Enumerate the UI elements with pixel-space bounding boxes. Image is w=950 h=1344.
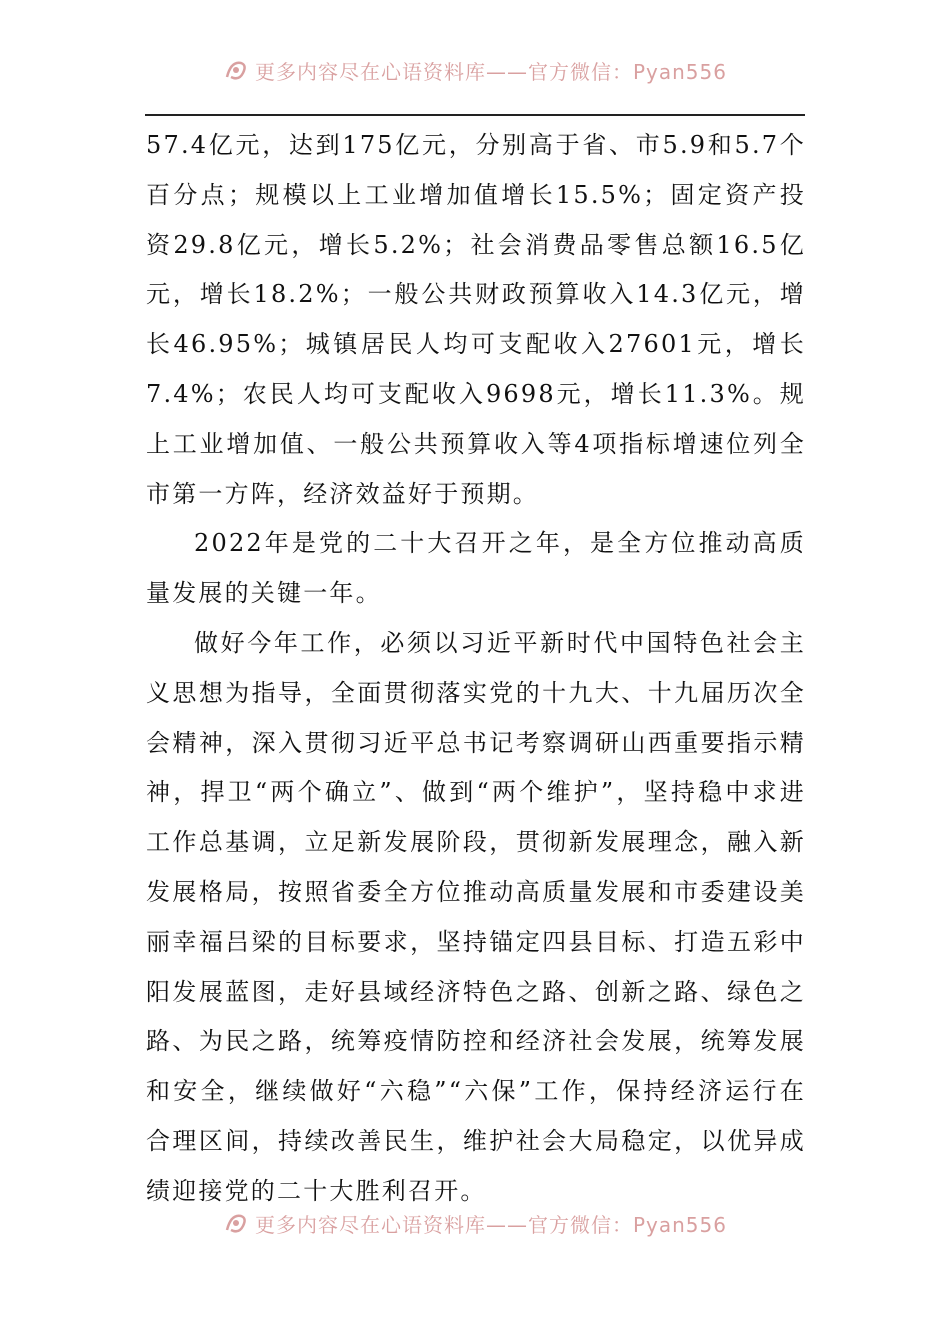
paragraph-work-guidance: 做好今年工作，必须以习近平新时代中国特色社会主义思想为指导，全面贯彻落实党的十九大、十九届历次全会精神，深入贯彻习近平总书记考察调研山西重要指示精神，捍卫“两个确立”、做到“两个维护”，坚持稳中求进工作总基调，立足新发展阶段，贯彻新发展理念，融入新发展格局，按照省委全方位推动高质量发展和市委建设美丽幸福吕梁的目标要求，坚持锚定四县目标、打造五彩中阳发展蓝图，走好县域经济特色之路、创新之路、绿色之路、为民之路，统筹疫情防控和经济社会发展，统筹发展和安全，继续做好“六稳”“六保”工作，保持经济运行在合理区间，持续改善民生，维护社会大局稳定，以优异成绩迎接党的二十大胜利召开。 — [146, 628, 806, 1205]
paragraph-economic-indicators: 57.4亿元，达到175亿元，分别高于省、市5.9和5.7个百分点；规模以上工业增加值增长15.5%；固定资产投资29.8亿元，增长5.2%；社会消费品零售总额16.5亿元，增长18.2%；一般公共财政预算收入14.3亿元，增长46.95%；城镇居民人均可支配收入27601元，增长7.4%；农民人均可支配收入9698元，增长11.3%。规上工业增加值、一般公共预算收入等4项指标增速位列全市第一方阵，经济效益好于预期。 — [146, 131, 806, 508]
header-divider — [145, 114, 805, 116]
watermark-text: 更多内容尽在心语资料库——官方微信：Pyan556 — [254, 59, 727, 84]
header-watermark — [0, 50, 950, 90]
footer-watermark — [0, 1203, 950, 1243]
watermark-text: 更多内容尽在心语资料库——官方微信：Pyan556 — [254, 1212, 727, 1237]
watermark-logo-icon — [223, 57, 249, 83]
watermark-logo-icon — [223, 1210, 249, 1236]
paragraph-2022-intro: 2022年是党的二十大召开之年，是全方位推动高质量发展的关键一年。 — [146, 529, 806, 608]
document-body — [146, 121, 806, 1217]
